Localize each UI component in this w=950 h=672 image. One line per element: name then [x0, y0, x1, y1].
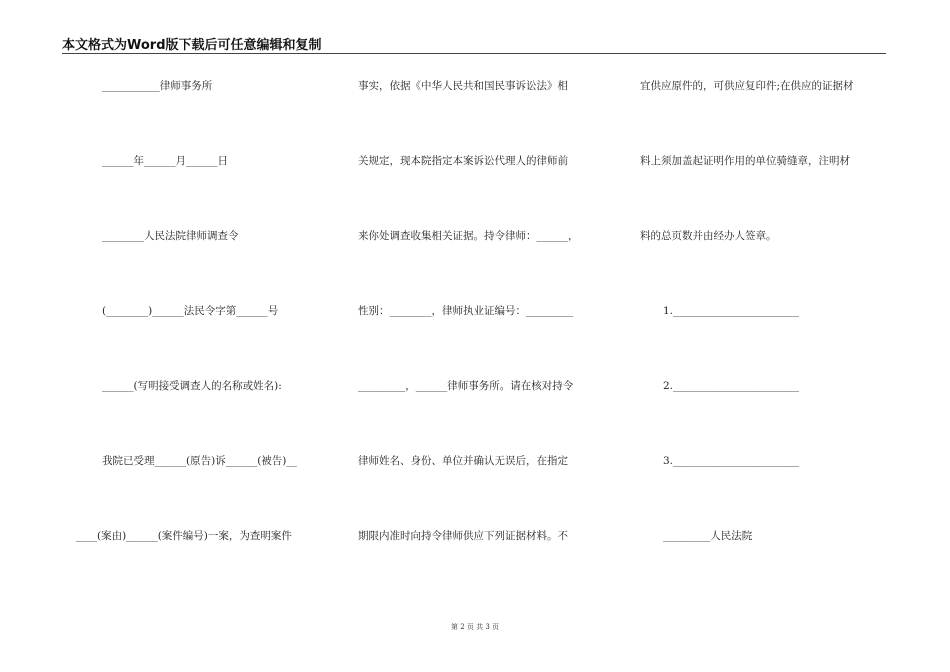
- evidence-item-1: 1.________________________: [663, 305, 800, 317]
- body-text-line: _________，______律师事务所。请在核对持令: [358, 380, 574, 392]
- body-text-line: 律师姓名、身份、单位并确认无误后，在指定: [358, 455, 568, 467]
- body-text-line: 关规定，现本院指定本案诉讼代理人的律师前: [358, 155, 568, 167]
- body-text-line: 宜供应原件的，可供应复印件;在供应的证据材: [640, 80, 854, 92]
- evidence-item-2: 2.________________________: [663, 380, 800, 392]
- law-firm-line: ___________律师事务所: [102, 80, 213, 92]
- document-header-title: 本文格式为Word版下载后可任意编辑和复制: [62, 38, 322, 53]
- case-cause-line: ____(案由)______(案件编号)一案，为查明案件: [76, 530, 292, 542]
- court-signature-line: _________人民法院: [663, 530, 753, 542]
- page-number: 第 2 页 共 3 页: [450, 623, 500, 631]
- case-accepted-line: 我院已受理______(原告)诉______(被告)__: [102, 455, 297, 467]
- body-text-line: 期限内准时向持令律师供应下列证据材料。不: [358, 530, 568, 542]
- body-text-line: 来你处调查收集相关证据。持令律师：______，: [358, 230, 579, 242]
- order-number-line: (________)______法民令字第______号: [102, 305, 279, 317]
- evidence-item-3: 3.________________________: [663, 455, 800, 467]
- date-line: ______年______月______日: [102, 155, 228, 167]
- recipient-line: ______(写明接受调查人的名称或姓名):: [102, 380, 282, 392]
- body-text-line: 料上须加盖起证明作用的单位骑缝章，注明材: [640, 155, 850, 167]
- body-text-line: 料的总页数并由经办人签章。: [640, 230, 777, 242]
- body-text-line: 性别：________，律师执业证编号：_________: [358, 305, 574, 317]
- order-title-line: ________人民法院律师调查令: [102, 230, 239, 242]
- header-divider: [62, 53, 886, 54]
- body-text-line: 事实，依据《中华人民共和国民事诉讼法》相: [358, 80, 568, 92]
